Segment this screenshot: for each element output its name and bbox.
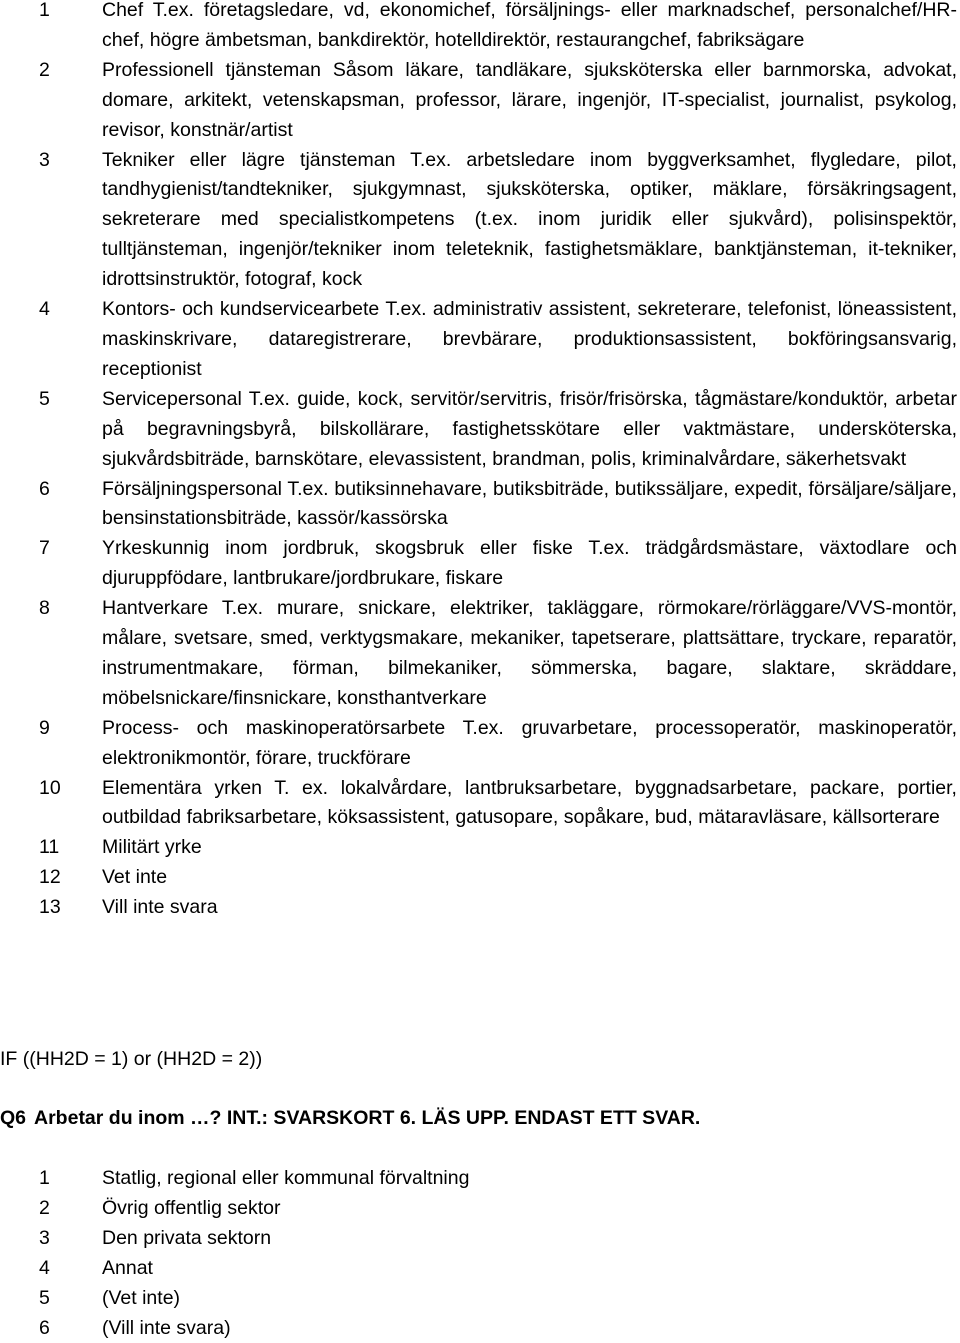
item-examples: T.ex. butiksinnehavare, butiksbiträde, butikssäljare, expedit, försäljare/säljare, bensinstationsbiträde, kassör/kassörska [102,477,957,530]
item-number: 13 [39,896,61,919]
item-category: Chef [102,0,144,21]
option-label: (Vet inte) [102,1287,181,1309]
item-number: 6 [39,477,50,500]
item-number: 1 [39,0,50,21]
list-item [39,774,957,834]
option-number: 3 [39,1227,50,1249]
item-category: Kontors- och kundservicearbete [102,298,380,321]
item-examples: T.ex. arbetsledare inom byggverksamhet, flygledare, pilot, tandhygienist/tandtekniker, sjukgymnast, sjuksköterska, optiker, mäklare, försäkringsagent, sekreterare med specialistkompetens (t.ex. inom juridik eller sjukvård), polisinspektör, tulltjänsteman, ingenjör/tekniker inom teleteknik, fastighetsmäklare, banktjänsteman, it-tekniker, idrottsinstruktör, fotograf, kock [102,148,957,291]
option-label: Den privata sektorn [102,1227,272,1249]
item-examples: T.ex. guide, kock, servitör/servitris, frisör/frisörska, tågmästare/konduktör, arbetar på begravningsbyrå, bilskollärare, fastighetsskötare eller vaktmästare, undersköterska, sjukvårdsbiträde, barnskötare, elevassistent, brandman, polis, kriminalvårdare, säkerhetsvakt [102,387,957,470]
question-text: Arbetar du inom …? INT.: SVARSKORT 6. LÄS UPP. ENDAST ETT SVAR. [34,1107,701,1129]
option-number: 4 [39,1257,50,1279]
item-number: 10 [39,776,61,799]
list-item [39,385,957,475]
list-item [39,56,957,146]
list-item [39,475,957,535]
item-number: 12 [39,866,61,889]
answer-option [39,1283,957,1313]
item-number: 11 [39,836,60,859]
item-examples: T.ex. administrativ assistent, sekreterare, telefonist, löneassistent, maskinskrivare, dataregistrerare, brevbärare, produktionsassistent, bokföringsansvarig, receptionist [102,298,957,380]
answer-option [39,1253,957,1283]
option-label: Övrig offentlig sektor [102,1197,281,1219]
item-category: Yrkeskunnig inom jordbruk, skogsbruk eller fiske [102,537,573,560]
item-category: Militärt yrke [102,836,202,859]
item-number: 3 [39,148,50,171]
question-number: Q6 [0,1107,27,1129]
list-item [39,534,957,594]
item-number: 4 [39,298,50,321]
option-label: Annat [102,1257,153,1279]
item-category: Professionell tjänsteman [102,58,321,81]
list-item [39,594,957,714]
option-label: Statlig, regional eller kommunal förvaltning [102,1167,470,1189]
list-item [39,863,957,893]
option-number: 6 [39,1317,50,1339]
item-examples: T.ex. murare, snickare, elektriker, takläggare, rörmokare/rörläggare/VVS-montör, målare, svetsare, smed, verktygsmakare, mekaniker, tapetserare, plattsättare, tryckare, reparatör, instrumentmakare, förman, bilmekaniker, sömmerska, bagare, slaktare, skräddare, möbelsnickare/finsnickare, konsthantverkare [102,597,957,709]
answer-option [39,1193,957,1223]
item-category: Vet inte [102,866,168,889]
list-item [39,0,957,56]
item-number: 9 [39,716,50,739]
item-category: Process- och maskinoperatörsarbete [102,716,446,739]
item-examples: T.ex. företagsledare, vd, ekonomichef, försäljnings- eller marknadschef, personalchef/HR-chef, högre ämbetsman, bankdirektör, hotelldirektör, restaurangchef, fabriksägare [102,0,957,51]
item-examples: T.ex. trädgårdsmästare, växtodlare och djuruppfödare, lantbrukare/jordbrukare, fiskare [102,537,957,590]
question-heading [0,1103,700,1133]
list-item [39,146,957,296]
answer-options [0,1163,957,1343]
item-category: Servicepersonal [102,387,242,410]
item-examples: T. ex. lokalvårdare, lantbruksarbetare, byggnadsarbetare, packare, portier, outbildad fabriksarbetare, köksassistent, gatusopare, sopåkare, bud, mätaravläsare, källsorterare [102,776,957,829]
item-category: Försäljningspersonal [102,477,282,500]
item-category: Vill inte svara [102,896,218,919]
item-examples: Såsom läkare, tandläkare, sjuksköterska eller barnmorska, advokat, domare, arkitekt, vetenskapsman, professor, lärare, ingenjör, IT-specialist, journalist, psykolog, revisor, konstnär/artist [102,58,957,141]
option-number: 1 [39,1167,50,1189]
list-item [39,714,957,774]
item-number: 7 [39,537,50,560]
option-number: 5 [39,1287,50,1309]
item-category: Elementära yrken [102,776,263,799]
answer-option [39,1223,957,1253]
item-category: Tekniker eller lägre tjänsteman [102,148,396,171]
filter-condition: IF ((HH2D = 1) or (HH2D = 2)) [0,1048,263,1070]
item-number: 8 [39,597,50,620]
list-item [39,893,957,923]
item-category: Hantverkare [102,597,209,620]
item-examples: T.ex. gruvarbetare, processoperatör, maskinoperatör, elektronikmontör, förare, truckförare [102,716,958,769]
list-item [39,295,957,385]
answer-option [39,1163,957,1193]
item-number: 2 [39,58,50,81]
option-number: 2 [39,1197,50,1219]
list-item [39,833,957,863]
item-number: 5 [39,387,50,410]
answer-option [39,1313,957,1343]
option-label: (Vill inte svara) [102,1317,231,1339]
